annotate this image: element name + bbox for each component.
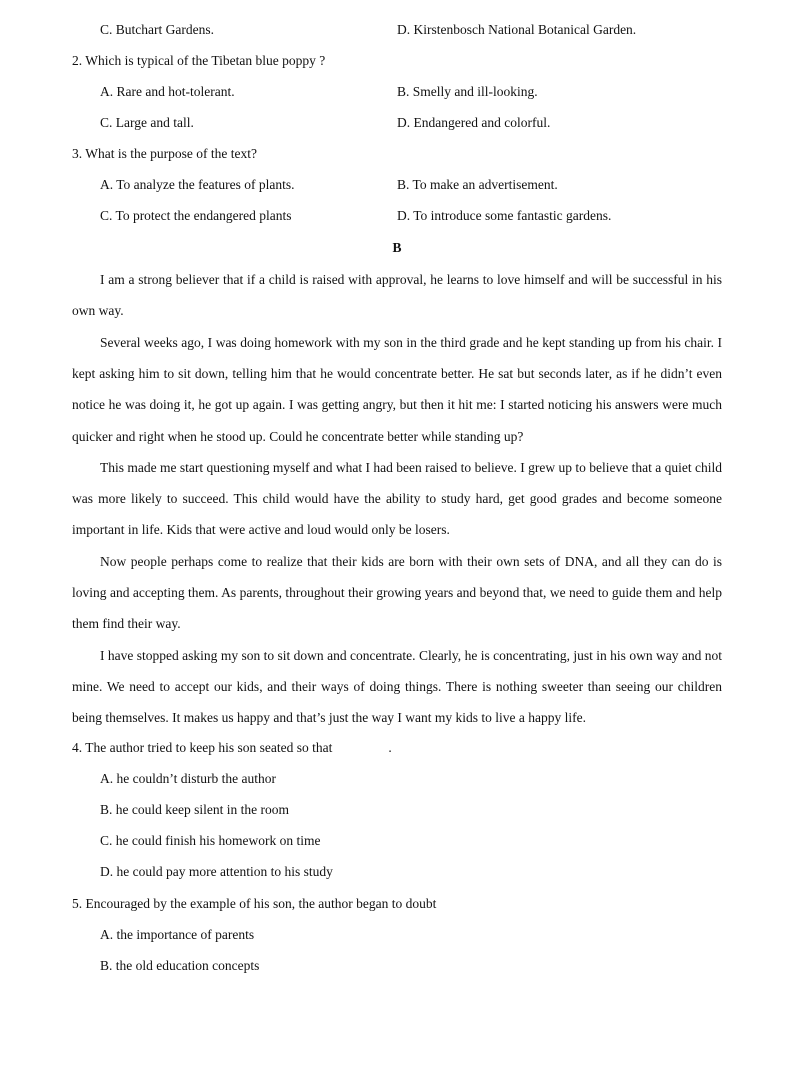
q4-option-b: B. he could keep silent in the room bbox=[100, 802, 289, 817]
section-heading: B bbox=[392, 240, 402, 255]
q3-question: 3. What is the purpose of the text? bbox=[72, 146, 257, 161]
q2-option-a: A. Rare and hot-tolerant. bbox=[100, 84, 235, 99]
q2-option-d: D. Endangered and colorful. bbox=[397, 115, 551, 130]
q4-option-c: C. he could finish his homework on time bbox=[100, 833, 321, 848]
q5-option-a: A. the importance of parents bbox=[100, 927, 255, 942]
q5-question: 5. Encouraged by the example of his son, the author began to doubt bbox=[72, 896, 437, 911]
passage-paragraph: Several weeks ago, I was doing homework with my son in the third grade and he kept standing up from his chair. I kept asking him to sit down, telling him that he would concentrate better. He sat but seconds later, as if he didn’t even notice he was doing it, he got up again. I was getting angry, but then it hit me: I started noticing his answers were much quicker and right when he stood up. Could he concentrate better while standing up? bbox=[72, 335, 722, 444]
q3-option-c: C. To protect the endangered plants bbox=[100, 208, 292, 223]
q5-option-b: B. the old education concepts bbox=[100, 958, 260, 973]
q4-option-a: A. he couldn’t disturb the author bbox=[100, 771, 276, 786]
q4-question: 4. The author tried to keep his son seated so that . bbox=[72, 740, 392, 755]
q2-question: 2. Which is typical of the Tibetan blue poppy ? bbox=[72, 53, 326, 68]
q1-option-d: D. Kirstenbosch National Botanical Garden. bbox=[397, 22, 637, 37]
q2-option-c: C. Large and tall. bbox=[100, 115, 194, 130]
q3-option-b: B. To make an advertisement. bbox=[397, 177, 558, 192]
passage-paragraph: Now people perhaps come to realize that their kids are born with their own sets of DNA, and all they can do is loving and accepting them. As parents, throughout their growing years and beyond that, we need to guide them and help them find their way. bbox=[72, 554, 722, 632]
q4-option-d: D. he could pay more attention to his study bbox=[100, 864, 333, 879]
passage-paragraph: I have stopped asking my son to sit down and concentrate. Clearly, he is concentrating, just in his own way and not mine. We need to accept our kids, and their ways of doing things. There is nothing sweeter than seeing our children being themselves. It makes us happy and that’s just the way I want my kids to live a happy life. bbox=[72, 648, 722, 726]
passage-paragraph: I am a strong believer that if a child is raised with approval, he learns to love himself and will be successful in his own way. bbox=[72, 272, 722, 319]
q2-option-b: B. Smelly and ill-looking. bbox=[397, 84, 538, 99]
q3-option-a: A. To analyze the features of plants. bbox=[100, 177, 295, 192]
passage-paragraph: This made me start questioning myself and what I had been raised to believe. I grew up to believe that a quiet child was more likely to succeed. This child would have the ability to study hard, get good grades and become someone important in life. Kids that were active and loud would only be losers. bbox=[72, 460, 722, 538]
q3-option-d: D. To introduce some fantastic gardens. bbox=[397, 208, 612, 223]
q1-option-c: C. Butchart Gardens. bbox=[100, 22, 214, 37]
